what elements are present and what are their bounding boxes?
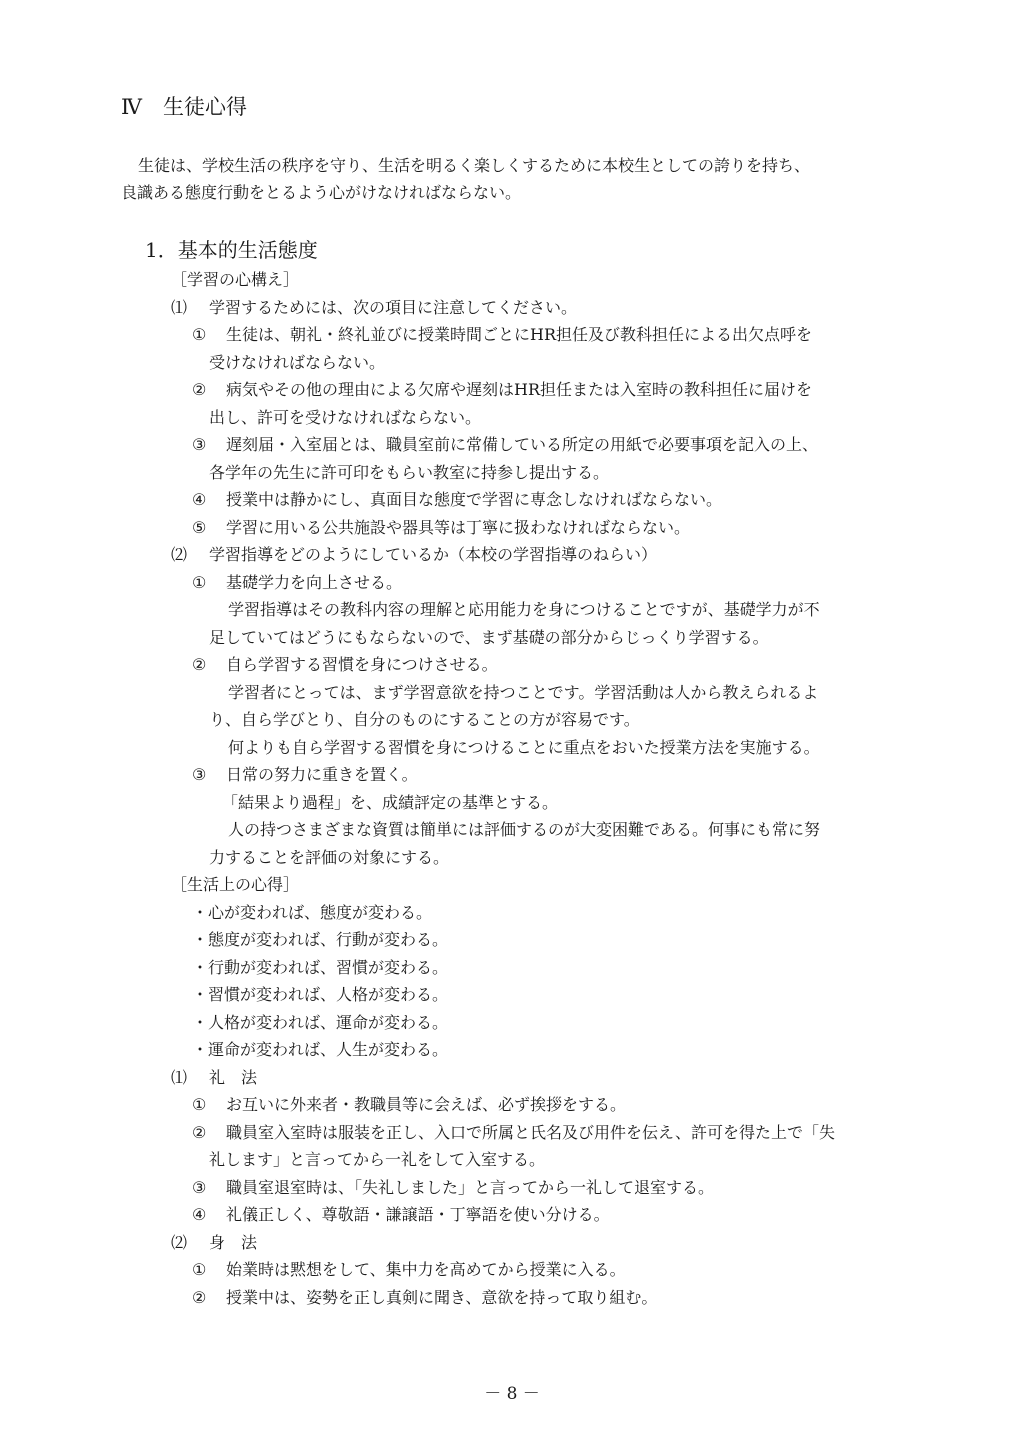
study-p2-item-1-line-1: 学習指導はその教科内容の理解と応用能力を身につけることですが、基礎学力が不 <box>228 600 820 619</box>
life-bullet: ・行動が変われば、習慣が変わる。 <box>192 958 449 977</box>
item-text: 職員室退室時は、「失礼しました」と言ってから一礼して退室する。 <box>226 1178 715 1197</box>
study-p1-item-4 <box>192 492 722 508</box>
study-p1-item-5 <box>192 520 690 536</box>
study-heading: ［学習の心構え］ <box>171 270 300 289</box>
list-marker: ⑤ <box>192 518 207 537</box>
study-p1-item-3-cont: 各学年の先生に許可印をもらい教室に持参し提出する。 <box>209 463 610 482</box>
list-marker: ④ <box>192 1205 207 1224</box>
manners-item-2 <box>192 1125 835 1141</box>
study-p1-item-2 <box>192 382 812 398</box>
study-p2-item-3-line-3: 力することを評価の対象にする。 <box>209 848 450 867</box>
section-numeral: Ⅳ <box>121 95 142 119</box>
study-p1-item-1 <box>192 327 812 343</box>
item-title: 自ら学習する習慣を身につけさせる。 <box>226 655 498 674</box>
manners-header <box>171 1070 257 1086</box>
list-marker: ② <box>192 1123 207 1142</box>
body-header <box>171 1235 257 1251</box>
study-p1-header <box>171 300 577 316</box>
life-bullet: ・習慣が変われば、人格が変わる。 <box>192 985 449 1004</box>
item-text: 礼儀正しく、尊敬語・謙譲語・丁寧語を使い分ける。 <box>226 1205 610 1224</box>
item-text: 生徒は、朝礼・終礼並びに授業時間ごとにHR担任及び教科担任による出欠点呼を <box>226 325 813 344</box>
list-marker: ③ <box>192 435 207 454</box>
list-marker: ② <box>192 1288 207 1307</box>
subsection-title: 1．基本的生活態度 <box>145 238 318 262</box>
study-p1-item-2-cont: 出し、許可を受けなければならない。 <box>209 408 482 427</box>
study-p2-item-3-line-1: 「結果より過程」を、成績評定の基準とする。 <box>222 793 559 812</box>
item-text: 遅刻届・入室届とは、職員室前に常備している所定の用紙で必要事項を記入の上、 <box>226 435 819 454</box>
study-p2-item-3-line-2: 人の持つさまざまな資質は簡単には評価するのが大変困難である。何事にも常に努 <box>228 820 821 839</box>
manners-item-1 <box>192 1097 626 1113</box>
list-marker: ③ <box>192 765 207 784</box>
item-text: 学習に用いる公共施設や器具等は丁寧に扱わなければならない。 <box>226 518 691 537</box>
manners-title: 礼 法 <box>209 1068 258 1087</box>
item-text: 職員室入室時は服装を正し、入口で所属と氏名及び用件を伝え、許可を得た上で「失 <box>226 1123 835 1142</box>
item-text: お互いに外来者・教職員等に会えば、必ず挨拶をする。 <box>226 1095 627 1114</box>
item-text: 授業中は静かにし、真面目な態度で学習に専念しなければならない。 <box>226 490 723 509</box>
life-bullet: ・態度が変われば、行動が変わる。 <box>192 930 449 949</box>
item-title: 日常の努力に重きを置く。 <box>226 765 418 784</box>
list-marker: ④ <box>192 490 207 509</box>
page-number: － 8 － <box>484 1384 540 1404</box>
manners-item-3 <box>192 1180 714 1196</box>
list-marker: ③ <box>192 1178 207 1197</box>
study-p2-item-3 <box>192 767 418 783</box>
section-heading <box>121 97 247 118</box>
life-bullet: ・心が変われば、態度が変わる。 <box>192 903 433 922</box>
study-p2-header <box>171 547 657 563</box>
study-p1-item-3 <box>192 437 818 453</box>
life-heading: ［生活上の心得］ <box>171 875 300 894</box>
list-marker: ① <box>192 1095 207 1114</box>
body-item-2 <box>192 1290 657 1306</box>
life-bullet: ・運命が変われば、人生が変わる。 <box>192 1040 449 1059</box>
manners-item-2-cont: 礼します」と言ってから一礼をして入室する。 <box>209 1150 546 1169</box>
list-marker: ⑵ <box>171 545 188 564</box>
manners-item-4 <box>192 1207 610 1223</box>
study-p2-text: 学習指導をどのようにしているか（本校の学習指導のねらい） <box>209 545 658 564</box>
item-title: 基礎学力を向上させる。 <box>226 573 403 592</box>
item-text: 始業時は黙想をして、集中力を高めてから授業に入る。 <box>226 1260 626 1279</box>
study-p2-item-2-line-1: 学習者にとっては、まず学習意欲を持つことです。学習活動は人から教えられるよ <box>228 683 819 702</box>
body-title: 身 法 <box>209 1233 258 1252</box>
section-title: 生徒心得 <box>163 95 247 119</box>
list-marker: ⑴ <box>171 1068 188 1087</box>
study-p2-item-2-line-2: り、自ら学びとり、自分のものにすることの方が容易です。 <box>209 710 640 729</box>
study-p2-item-1-line-2: 足していてはどうにもならないので、まず基礎の部分からじっくり学習する。 <box>209 628 769 647</box>
study-p1-item-1-cont: 受けなければならない。 <box>209 353 386 372</box>
item-text: 病気やその他の理由による欠席や遅刻はHR担任または入室時の教科担任に届けを <box>226 380 813 399</box>
item-text: 授業中は、姿勢を正し真剣に聞き、意欲を持って取り組む。 <box>226 1288 658 1307</box>
intro-line-2: 良識ある態度行動をとるよう心がけなければならない。 <box>121 183 522 202</box>
list-marker: ② <box>192 380 207 399</box>
intro-line-1: 生徒は、学校生活の秩序を守り、生活を明るく楽しくするために本校生としての誇りを持ち、 <box>138 156 811 175</box>
study-p2-item-2 <box>192 657 498 673</box>
life-bullet: ・人格が変われば、運命が変わる。 <box>192 1013 449 1032</box>
list-marker: ② <box>192 655 207 674</box>
list-marker: ① <box>192 1260 207 1279</box>
study-p1-text: 学習するためには、次の項目に注意してください。 <box>209 298 578 317</box>
list-marker: ⑵ <box>171 1233 188 1252</box>
list-marker: ⑴ <box>171 298 188 317</box>
list-marker: ① <box>192 573 207 592</box>
study-p2-item-1 <box>192 575 402 591</box>
list-marker: ① <box>192 325 207 344</box>
study-p2-item-2-line-3: 何よりも自ら学習する習慣を身につけることに重点をおいた授業方法を実施する。 <box>228 738 820 757</box>
body-item-1 <box>192 1262 626 1278</box>
